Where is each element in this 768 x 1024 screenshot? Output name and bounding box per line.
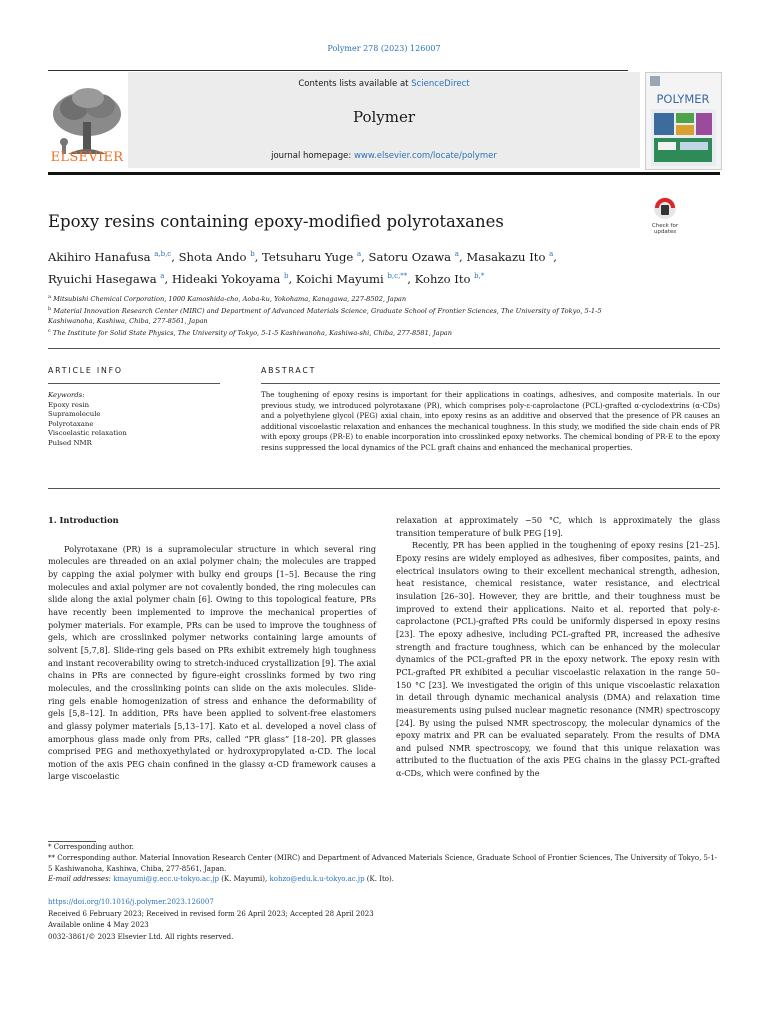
body-paragraph: Polyrotaxane (PR) is a supramolecular structure in which several ring molecules are threaded on an axial polymer chain; the molecules are trapped by capping the axial polymer with bulky end groups [1–5]. Because the ring molecules and axial polymer are not covalently bonded, the ring molecules can slide along the axial polymer chain [6]. Owing to this topological feature, PRs have recently been implemented to improve the mechanical properties of polymer materials. For example, PRs can be used to improve the toughness of gels, which are crosslinked polymer networks containing large amounts of solvent [5,7,8]. Slide-ring gels based on PRs exhibit extremely high toughness and instant recoverability owing to stretch-induced crystallization [9]. The axial chains in PRs are connected by figure-eight crosslinks formed by two ring molecules, and the crosslinking points can slide on the axis molecules. Slide-ring gels enable homogenization of stress and enhance the deformability of gels [5,8–12]. In addition, PRs have been applied to solvent-free elastomers and glassy polymer materials [5,13–17]. Kato et al. developed a novel class of amorphous glass made only from PRs, called “PR glass” [18–20]. PR glasses comprised PEG and methoxyethylated or hydroxypropylated α-CD. The local motion of the axis PEG chain confined in the glassy α-CD framework causes a large viscoelastic [48, 543, 376, 782]
available-online: Available online 4 May 2023 [48, 921, 149, 930]
homepage-link[interactable]: www.elsevier.com/locate/polymer [353, 151, 497, 161]
publisher-wordmark: ELSEVIER [50, 150, 124, 165]
affiliation-item: $^b$ Material Innovation Research Center (MIRC) and Department of Advanced Materials Science, Graduate School of Frontier Sciences, The University of Tokyo, 5-1-5 Kashiwanoha, Kashiwa, Chiba, 277-8561, Japan [48, 306, 602, 326]
author[interactable]: Hideaki Yokoyama $^b$ [171, 271, 289, 286]
article-info-heading: ARTICLE INFO [48, 366, 123, 375]
section-divider [48, 348, 720, 349]
body-column-right [396, 514, 720, 780]
email-owner: (K. Ito). [366, 875, 394, 884]
keyword: Viscoelastic relaxation [48, 429, 127, 437]
author[interactable]: Koichi Mayumi $^{b,c,**}$ [295, 271, 408, 286]
corresponding-note: ** Corresponding author. Material Innovation Research Center (MIRC) and Department of Advanced Materials Science, Graduate School of Frontier Sciences, The University of Tokyo, 5-1-5 Kashiwanoha, Kashiwa, Chiba, 277-8561, Japan. [48, 853, 718, 873]
check-label-1: Check for [651, 223, 679, 229]
received-dates: Received 6 February 2023; Received in revised form 26 April 2023; Accepted 28 April 2023 [48, 909, 374, 918]
journal-reference[interactable]: Polymer 278 (2023) 126007 [327, 44, 441, 53]
affiliation-item: $^c$ The Institute for Solid State Physics, The University of Tokyo, 5-1-5 Kashiwanoha, Kashiwa-shi, Chiba, 277-8581, Japan [48, 328, 452, 338]
corresponding-note: * Corresponding author. [48, 843, 134, 851]
body-paragraph: Recently, PR has been applied in the toughening of epoxy resins [21–25]. Epoxy resins are widely employed as adhesives, fiber composites, paints, and electrical insulators owing to their excellent mechanical strength, adhesion, heat resistance, chemical resistance, water resistance, and electrical insulation [26–30]. However, they are brittle, and their toughness must be improved to extend their applications. Naito et al. reported that poly-ε-caprolactone (PCL)-grafted PRs could be uniformly dispersed in epoxy resins [23]. The epoxy adhesive, including PCL-grafted PR, increased the adhesive strength and fracture toughness, which can be enhanced by the molecular dynamics of the PCL-grafted PR in the epoxy network. The epoxy resin with PCL-grafted PR exhibited a peculiar viscoelastic relaxation in the range 50–150 °C [23]. We investigated the origin of this unique viscoelastic relaxation in detail through dynamic mechanical analysis (DMA) and relaxation time measurements using pulsed nuclear magnetic resonance (NMR) spectroscopy [24]. By using the pulsed NMR spectroscopy, the molecular dynamics of the epoxy matrix and PR can be evaluated separately. From the results of DMA and pulsed NMR spectroscopy, we found that this unique relaxation was attributed to the fluctuation of the axis PEG chains in the glassy PCL-grafted α-CDs, which were confined by the [396, 540, 720, 779]
keyword: Supramolecule [48, 410, 101, 418]
article-title: Epoxy resins containing epoxy-modified polyrotaxanes [48, 212, 504, 231]
keyword: Pulsed NMR [48, 438, 92, 447]
author[interactable]: Masakazu Ito $^a$ [466, 249, 554, 264]
check-for-updates-icon [645, 195, 685, 239]
author[interactable]: Kohzo Ito $^{b,*}$ [414, 271, 485, 286]
author[interactable]: Satoru Ozawa $^a$ [368, 249, 459, 264]
cover-journal-title: POLYMER [656, 92, 710, 106]
contents-availability [128, 79, 640, 89]
author[interactable]: Akihiro Hanafusa $^{a,b,c}$ [48, 249, 172, 264]
article-info-rule [48, 383, 220, 384]
publication-info [48, 897, 720, 944]
email-line [48, 874, 720, 885]
email-link[interactable]: kmayumi@g.ecc.u-tokyo.ac.jp [113, 875, 219, 884]
journal-homepage [128, 151, 640, 161]
section-heading: 1. Introduction [48, 515, 119, 525]
author[interactable]: Ryuichi Hasegawa $^a$ [48, 271, 165, 286]
check-label-2: updates [653, 229, 677, 235]
section-divider [48, 488, 720, 489]
copyright: 0032-3861/© 2023 Elsevier Ltd. All rights reserved. [48, 933, 234, 942]
keyword: Polyrotaxane [48, 419, 94, 428]
homepage-label: journal homepage: [271, 151, 352, 161]
email-owner: (K. Mayumi), [221, 875, 268, 884]
journal-cover-thumbnail [645, 72, 722, 170]
abstract-text: The toughening of epoxy resins is important for their applications in coatings, adhesives, and composite materials. In our previous study, we introduced polyrotaxane (PR), which comprises poly-ε-caprolactone (PCL)-grafted α-cyclodextrins (α-CDs) and a polyethylene glycol (PEG) axial chain, into epoxy resins as an additive and observed that the presence of PR causes an additional viscoelastic relaxation and enhances the mechanical toughness. In this study, we modified the side chain ends of PR with epoxy groups (PR-E) to enable incorporation into crosslinked epoxy networks. The chemical bonding of PR-E to the epoxy resins suppressed the local dynamics of the PCL graft chains and enhanced the mechanical properties. [261, 390, 720, 452]
journal-title: Polymer [352, 108, 416, 126]
email-label: E-mail addresses: [48, 875, 112, 884]
body-column-left [48, 514, 376, 783]
author[interactable]: Tetsuharu Yuge $^a$ [262, 249, 362, 264]
cover-art [646, 73, 721, 169]
abstract-heading: ABSTRACT [261, 366, 317, 375]
footnotes [48, 842, 720, 885]
author-list: Akihiro Hanafusa $^{a,b,c}$, Shota Ando $^b$, Tetsuharu Yuge $^a$, Satoru Ozawa $^a$, Masakazu Ito $^a$, Ryuichi Hasegawa $^a$, Hideaki Yokoyama $^b$, Koichi Mayumi $^{b,c,**}$, Kohzo Ito $^{b,*}$ [48, 249, 557, 286]
doi-link[interactable]: https://doi.org/10.1016/j.polymer.2023.126007 [48, 898, 214, 906]
check-for-updates-badge[interactable] [645, 195, 685, 239]
keywords-label: Keywords: [48, 391, 85, 399]
abstract-rule [261, 383, 720, 384]
sciencedirect-link[interactable]: ScienceDirect [411, 79, 470, 89]
header-thick-rule [48, 172, 720, 175]
header-divider [48, 70, 628, 71]
affiliation-item: $^a$ Mitsubishi Chemical Corporation, 1000 Kamoshida-cho, Aoba-ku, Yokohama, Kanagawa, 227-8502, Japan [48, 294, 407, 304]
body-paragraph: relaxation at approximately −50 °C, which is approximately the glass transition temperature of bulk PEG [19]. [396, 515, 720, 538]
affiliations [48, 292, 648, 339]
contents-prefix: Contents lists available at [298, 79, 409, 89]
email-link[interactable]: kohzo@edu.k.u-tokyo.ac.jp [269, 875, 365, 884]
author[interactable]: Shota Ando $^b$ [178, 249, 255, 264]
keyword: Epoxy resin [48, 400, 90, 409]
keywords-block [48, 391, 220, 448]
